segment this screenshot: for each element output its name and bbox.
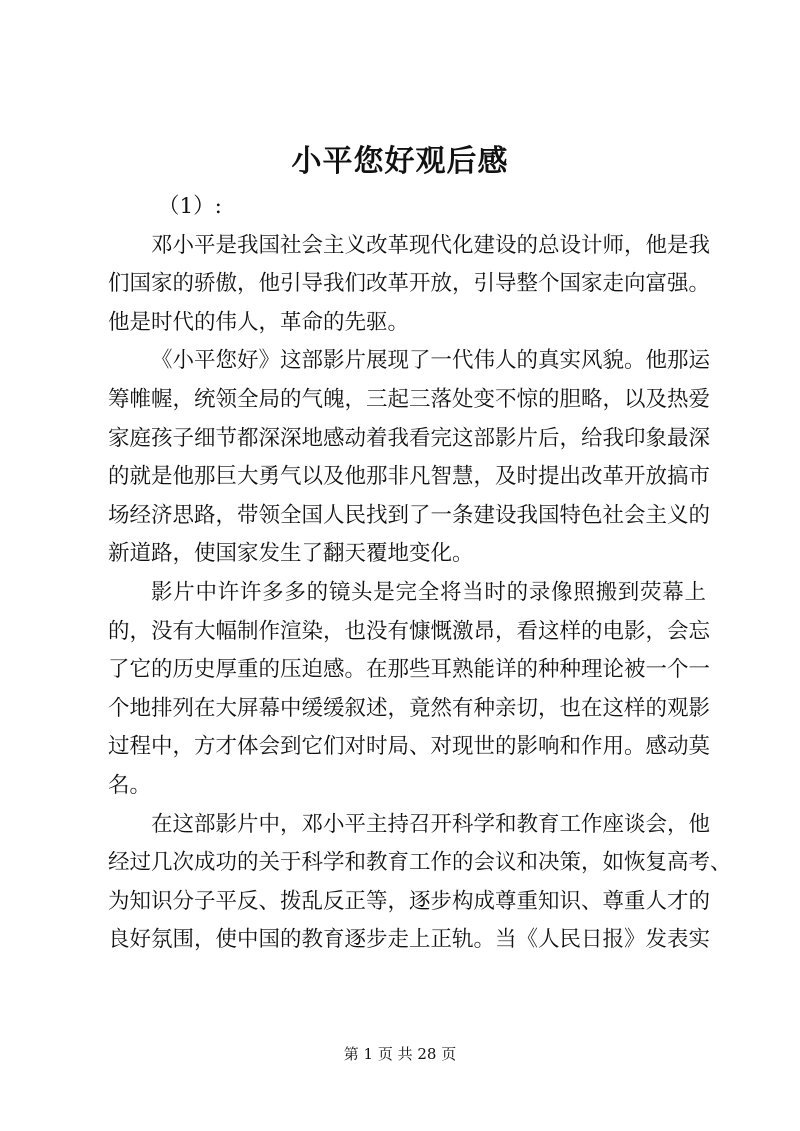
paragraph-2 xyxy=(108,342,711,574)
paragraph-line: 影片中许许多多的镜头是完全将当时的录像照搬到荧幕上 xyxy=(151,579,706,605)
paragraph-line: 的就是他那巨大勇气以及他那非凡智慧，及时提出改革开放搞市 xyxy=(108,464,711,490)
page-title: 小平您好观后感 xyxy=(291,144,509,179)
page-footer: 第 1 页 共 28 页 xyxy=(343,1045,457,1063)
paragraph-line: 名。 xyxy=(108,772,152,798)
paragraph-4 xyxy=(108,806,732,960)
section-label: （1）: xyxy=(158,194,222,219)
document-body xyxy=(108,188,732,960)
paragraph-line: 邓小平是我国社会主义改革现代化建设的总设计师，他是我 xyxy=(151,232,711,258)
paragraph-line: 了它的历史厚重的压迫感。在那些耳熟能详的种种理论被一个一 xyxy=(108,657,711,683)
paragraph-line: 的，没有大幅制作渲染，也没有慷慨激昂，看这样的电影，会忘 xyxy=(108,618,711,644)
paragraph-line: 新道路，使国家发生了翻天覆地变化。 xyxy=(108,541,474,567)
paragraph-line: 为知识分子平反、拨乱反正等，逐步构成尊重知识、尊重人才的 xyxy=(108,888,711,914)
paragraph-line: 们国家的骄傲，他引导我们改革开放，引导整个国家走向富强。 xyxy=(108,271,711,297)
paragraph-1 xyxy=(108,227,711,343)
paragraph-line: 经过几次成功的关于科学和教育工作的会议和决策，如恢复高考、 xyxy=(108,850,732,876)
paragraph-line: 《小平您好》这部影片展现了一代伟人的真实风貌。他那运 xyxy=(151,348,711,374)
paragraph-line: 过程中，方才体会到它们对时局、对现世的影响和作用。感动莫 xyxy=(108,734,711,760)
paragraph-3 xyxy=(108,574,711,806)
paragraph-line: 家庭孩子细节都深深地感动着我看完这部影片后，给我印象最深 xyxy=(108,425,711,451)
paragraph-line: 场经济思路，带领全国人民找到了一条建设我国特色社会主义的 xyxy=(108,502,711,528)
paragraph-line: 在这部影片中，邓小平主持召开科学和教育工作座谈会，他 xyxy=(151,811,711,837)
paragraph-line: 良好氛围，使中国的教育逐步走上正轨。当《人民日报》发表实 xyxy=(108,927,711,953)
paragraph-line: 他是时代的伟人，革命的先驱。 xyxy=(108,309,410,335)
paragraph-line: 个地排列在大屏幕中缓缓叙述，竟然有种亲切，也在这样的观影 xyxy=(108,695,711,721)
paragraph-line: 筹帷幄，统领全局的气魄，三起三落处变不惊的胆略，以及热爱 xyxy=(108,386,711,412)
